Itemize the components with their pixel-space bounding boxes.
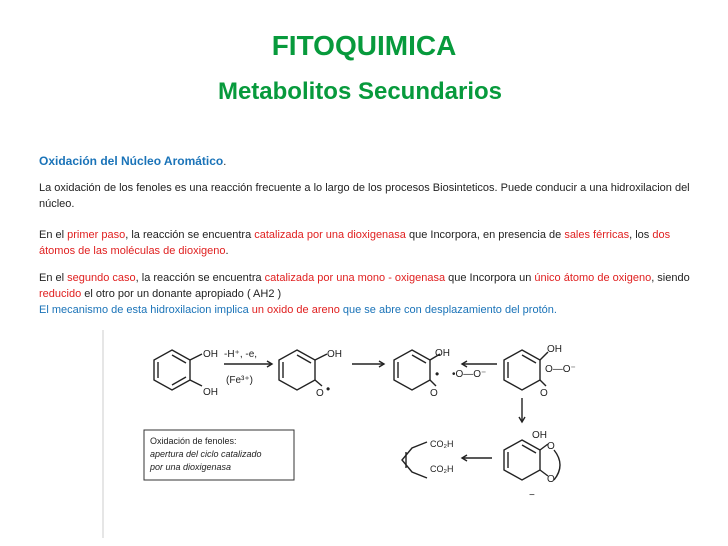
text-blue: que se abre con desplazamiento del protón. (339, 304, 557, 316)
highlight-red: dos átomos de las moléculas de dioxigeno (39, 229, 671, 257)
o-label: O (547, 441, 555, 452)
text-blue: El mecanismo de esta hidroxilacion implica (39, 304, 252, 316)
reagent-label: (Fe³⁺) (226, 375, 253, 386)
oh-label: OH (203, 387, 218, 398)
paragraph-3 (39, 270, 699, 318)
phenoxy-radical-molecule (279, 349, 342, 399)
carboxyl-label: CO₂H (430, 439, 454, 449)
highlight-red: catalizada por una dioxigenasa (254, 229, 406, 241)
charge-minus: − (529, 490, 535, 501)
highlight-red: sales férricas (564, 229, 630, 241)
text: , los (629, 229, 653, 241)
highlight-red: un oxido de areno (251, 304, 340, 316)
o-label: O (547, 474, 555, 485)
paragraph-2 (39, 227, 699, 259)
oh-label: OH (203, 349, 218, 360)
text: . (225, 245, 229, 257)
page-subtitle: Metabolitos Secundarios (217, 78, 503, 105)
peroxy-label: O—O⁻ (545, 364, 576, 375)
highlight-red: primer paso (67, 229, 126, 241)
text: , siendo (651, 272, 690, 284)
text: que Incorpora, en presencia de (405, 229, 565, 241)
oh-label: OH (532, 430, 547, 441)
dienone-radical-molecule (394, 348, 450, 399)
catechol-molecule (154, 349, 218, 398)
text: En el (39, 229, 68, 241)
page-title: FITOQUIMICA (271, 30, 457, 61)
caption-line: apertura del ciclo catalizado (150, 449, 262, 459)
text: , la reacción se encuentra (135, 272, 265, 284)
highlight-red: catalizada por una mono - oxigenasa (264, 272, 446, 284)
oh-label: OH (547, 344, 562, 355)
radical-dot: • (435, 367, 440, 381)
text: En el (39, 272, 68, 284)
o-label: O (430, 388, 438, 399)
text: , la reacción se encuentra (125, 229, 255, 241)
oh-label: OH (435, 348, 450, 359)
highlight-red: único átomo de oxigeno (534, 272, 652, 284)
section-heading (39, 153, 699, 170)
highlight-red: segundo caso (67, 272, 136, 284)
reagent-label: -H⁺, -e, (224, 349, 258, 360)
heading-text: Oxidación del Núcleo Aromático (39, 154, 224, 168)
caption-box (144, 430, 294, 480)
highlight-red: reducido (39, 288, 82, 300)
carboxyl-label: CO₂H (430, 464, 454, 474)
radical-dot: • (326, 382, 331, 396)
oh-label: OH (327, 349, 342, 360)
peroxy-molecule (504, 344, 576, 399)
dioxetane-molecule (504, 430, 560, 501)
o-label: O (540, 388, 548, 399)
paragraph-1: La oxidación de los fenoles es una reacción frecuente a lo largo de los procesos Biosinteticos. Puede conducir a una hidroxilacion del núcleo. (39, 182, 690, 210)
o-label: O (316, 388, 324, 399)
text: el otro por un donante apropiado ( AH2 ) (81, 288, 282, 300)
text: que Incorpora un (445, 272, 535, 284)
caption-line: por una dioxigenasa (150, 462, 232, 472)
reaction-scheme (102, 330, 627, 538)
caption-line: Oxidación de fenoles: (150, 436, 237, 446)
dioxygen-label: •O—O⁻ (452, 369, 487, 380)
heading-period: . (223, 156, 227, 168)
muconic-acid-molecule (402, 439, 454, 478)
